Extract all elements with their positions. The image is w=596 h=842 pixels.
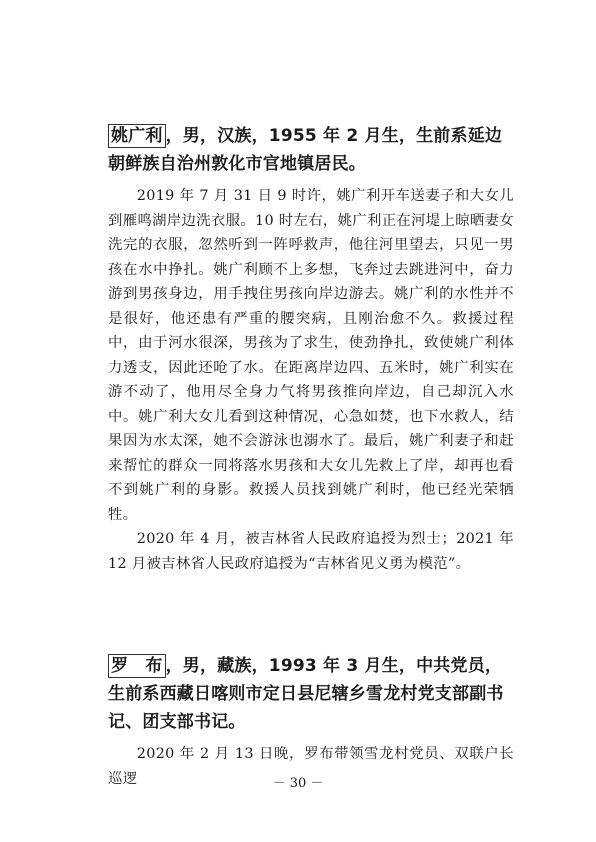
body-paragraph: 2019 年 7 月 31 日 9 时许，姚广利开车送妻子和大女儿到雁鸣湖岸边洗衣服。10 时左右，姚广利正在河堤上晾晒妻女洗完的衣服，忽然听到一阵呼救声，他往河里望去，只见一男孩在水中挣扎。姚广利顾不上多想，飞奔过去跳进河中，奋力游到男孩身边，用手拽住男孩向岸边游去。姚广利的水性并不是很好，他还患有严重的腰突病，且刚治愈不久。救援过程中，由于河水很深，男孩为了求生，使劲挣扎，致使姚广利体力透支，因此还呛了水。在距离岸边四、五米时，姚广利实在游不动了，他用尽全身力气将男孩推向岸边，自己却沉入水中。姚广利大女儿看到这种情况，心急如焚，也下水救人，结果因为水太深，她不会游泳也溺水了。最后，姚广利妻子和赶来帮忙的群众一同将落水男孩和大女儿先救上了岸，却再也看不到姚广利的身影。救援人员找到姚广利时，他已经光荣牺牲。 — [108, 188, 514, 523]
page-number: － 30 － — [272, 776, 324, 791]
section-luo-bu — [108, 652, 514, 791]
section-yao-guangli — [108, 122, 514, 576]
heading-text: ，男，汉族，1955 年 2 月生，生前系延边朝鲜族自治州敦化市官地镇居民。 — [108, 126, 503, 174]
body-paragraph: 2020 年 2 月 13 日晚，罗布带领雪龙村党员、双联户长巡逻 — [108, 746, 514, 787]
section-heading — [108, 122, 514, 178]
section-heading — [108, 652, 514, 736]
person-name-box: 姚广利 — [108, 124, 166, 148]
person-name-box: 罗 布 — [108, 654, 166, 678]
body-paragraph: 2020 年 4 月，被吉林省人民政府追授为烈士；2021 年 12 月被吉林省人民政府追授为“吉林省见义勇为模范”。 — [108, 531, 514, 572]
heading-text: ，男，藏族，1993 年 3 月生，中共党员，生前系西藏日喀则市定日县尼辖乡雪龙村党支部副书记、团支部书记。 — [108, 656, 504, 732]
